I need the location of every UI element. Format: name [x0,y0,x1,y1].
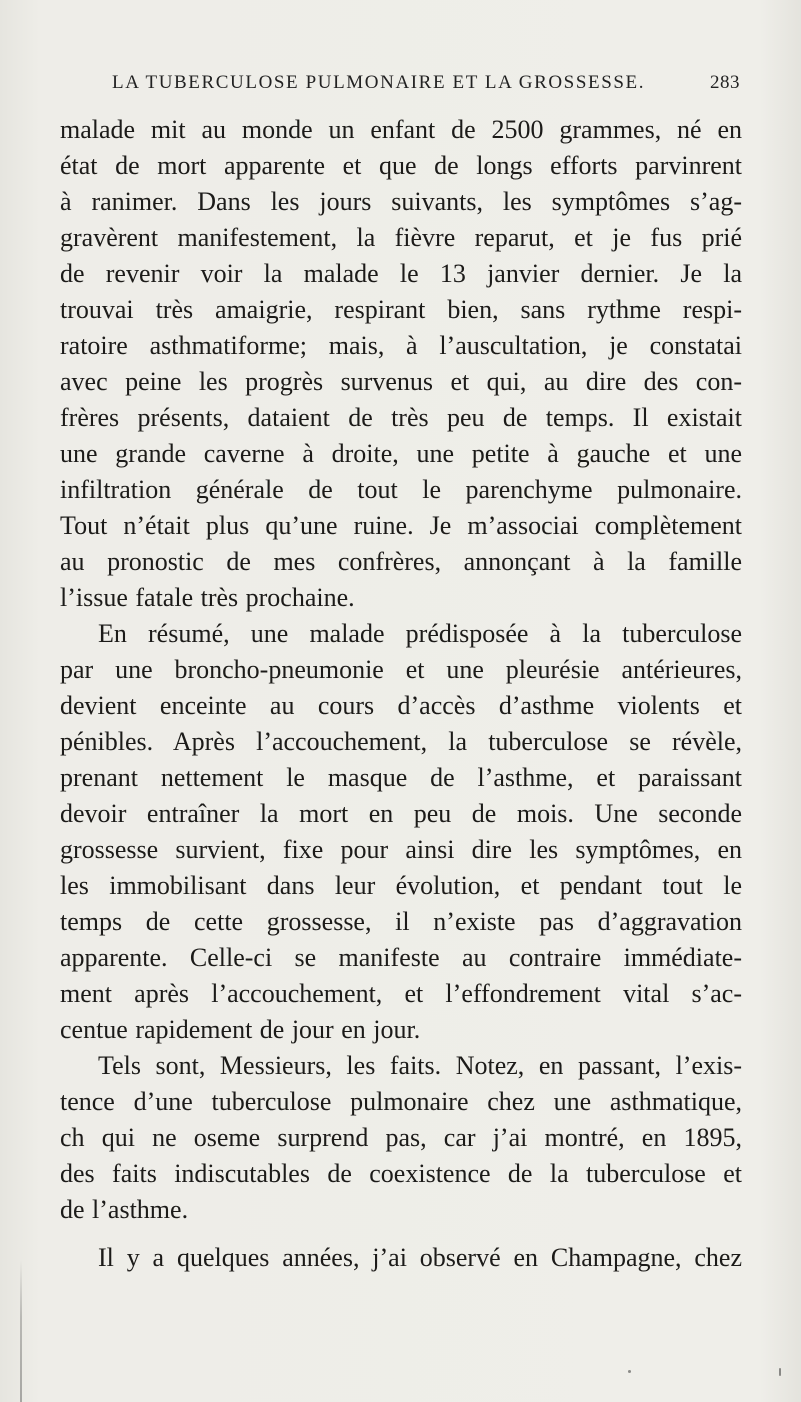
text-line: ment après l’accouchement, et l’effondrement vital s’ac- [60,979,742,1008]
text-line: Tels sont, Messieurs, les faits. Notez, en passant, l’exis- [98,1051,742,1080]
text-line: trouvai très amaigrie, respirant bien, sans rythme respi- [60,295,742,324]
paragraph-gap [60,1228,742,1240]
text-line: de revenir voir la malade le 13 janvier dernier. Je la [60,259,742,288]
binding-shadow [20,1260,22,1402]
text-line: au pronostic de mes confrères, annonçant à la famille [60,547,742,576]
text-line: Tout n’était plus qu’une ruine. Je m’associai complètement [60,511,742,540]
page-number: 283 [710,72,740,93]
text-line: malade mit au monde un enfant de 2500 grammes, né en [60,115,742,144]
text-line: centue rapidement de jour en jour. [60,1015,421,1044]
text-line: apparente. Celle-ci se manifeste au contraire immédiate- [60,943,742,972]
text-line: grossesse survient, fixe pour ainsi dire les symptômes, en [60,835,742,864]
text-line: prenant nettement le masque de l’asthme, et paraissant [60,763,742,792]
text-line: par une broncho-pneumonie et une pleurésie antérieures, [60,655,742,684]
paper-speck [628,1370,631,1373]
text-line: de l’asthme. [60,1195,189,1224]
text-line: une grande caverne à droite, une petite à gauche et une [60,439,742,468]
text-line: devient enceinte au cours d’accès d’asthme violents et [60,691,742,720]
text-line: avec peine les progrès survenus et qui, au dire des con- [60,367,742,396]
text-line: frères présents, dataient de très peu de temps. Il existait [60,403,742,432]
text-line: l’issue fatale très prochaine. [60,583,355,612]
body-text [60,112,742,1276]
text-line: ch qui ne oseme surprend pas, car j’ai montré, en 1895, [60,1123,742,1152]
text-line: des faits indiscutables de coexistence de la tuberculose et [60,1159,742,1188]
text-line: tence d’une tuberculose pulmonaire chez une asthmatique, [60,1087,742,1116]
text-line: les immobilisant dans leur évolution, et pendant tout le [60,871,742,900]
text-line: infiltration générale de tout le parenchyme pulmonaire. [60,475,742,504]
text-line: Il y a quelques années, j’ai observé en Champagne, chez [98,1243,742,1272]
text-line: temps de cette grossesse, il n’existe pas d’aggravation [60,907,742,936]
paper-speck [779,1368,781,1376]
text-line: pénibles. Après l’accouchement, la tuberculose se révèle, [60,727,742,756]
text-line: devoir entraîner la mort en peu de mois. Une seconde [60,799,742,828]
running-head [112,72,740,102]
text-line: état de mort apparente et que de longs efforts parvinrent [60,151,742,180]
text-line: gravèrent manifestement, la fièvre reparut, et je fus prié [60,223,742,252]
running-title: LA TUBERCULOSE PULMONAIRE ET LA GROSSESSE. [112,72,646,93]
text-line: ratoire asthmatiforme; mais, à l’auscultation, je constatai [60,331,742,360]
text-line: En résumé, une malade prédisposée à la tuberculose [98,619,742,648]
text-line: à ranimer. Dans les jours suivants, les symptômes s’ag- [60,187,742,216]
